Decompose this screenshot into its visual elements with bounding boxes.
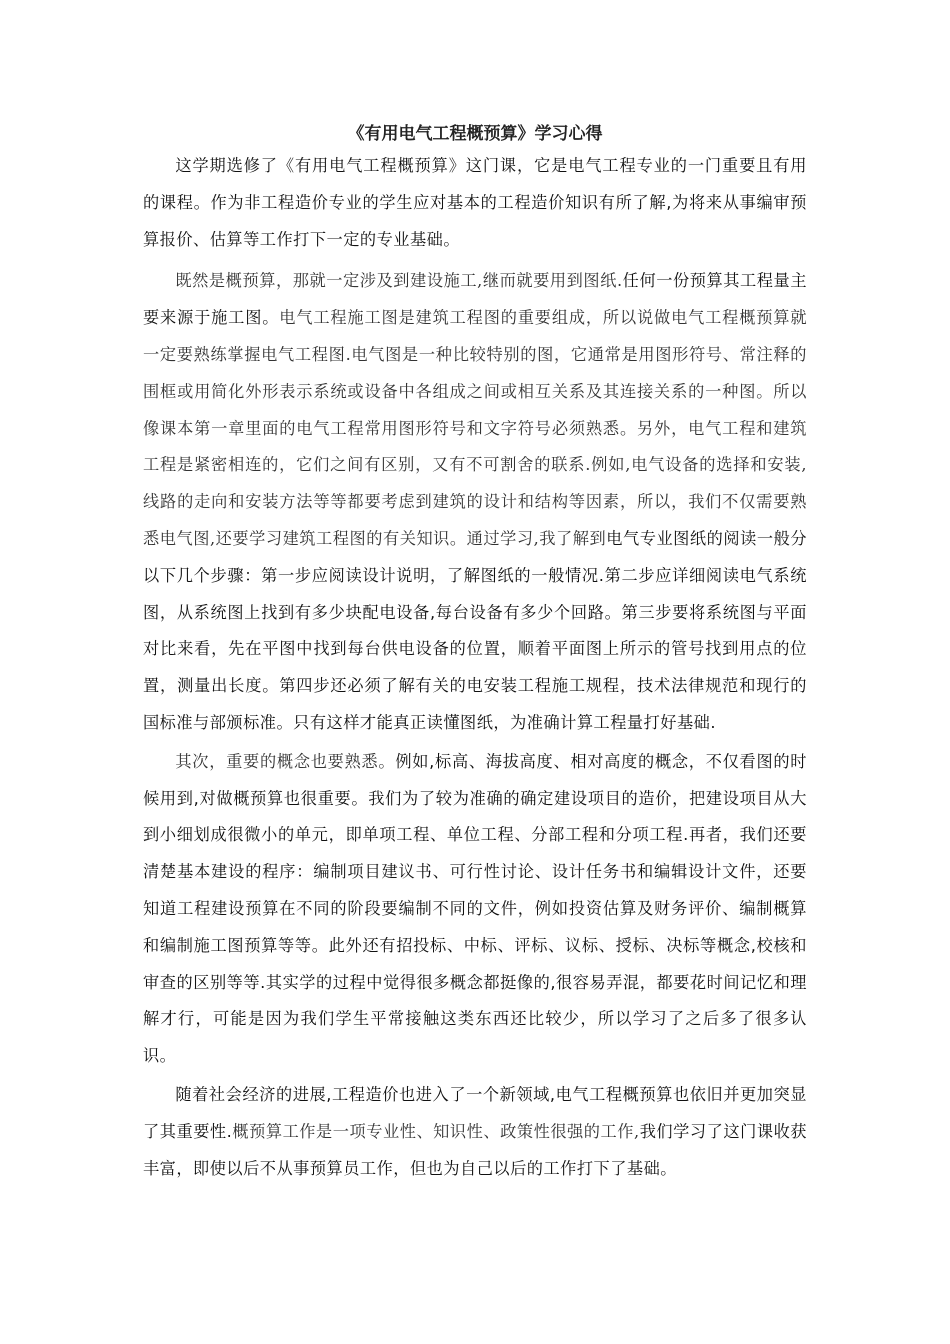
paragraph-3	[143, 744, 807, 1075]
paragraph-4-text-a: 随着社会经济的进展,工程造价也进入了一个新领域,电气工程概预算也依旧并更加突显了其重要性.	[143, 1084, 807, 1141]
paragraph-2-text-c: 电气工程施工图是建筑工程图的重要组成，所以说做电气工程概预算就一定要熟练掌握电气工程图.电气图是一种比较特别的图，它通常是用图形符号、常注释的围框或用简化外形表示系统或设备中各组成之间或相互关系及其连接关系的一种图。所以像课本第一章里面的电气工程常用图形符号和文字符号必须熟悉。另外，电气工程和建筑工程是紧密相连的，它们之间有区别，又有不可割舍的联系.例如,电气设备的选择和安装,线路的走向和安装方法等等都要考虑到建筑的设计和结构等因素，所以，我们不仅需要熟悉电气图,还要学习建筑工程图的有关知识。通过学习,我了解到	[143, 308, 808, 548]
paragraph-2-text-b: 任何一份预算其工程量主要来源于施工图。	[143, 271, 808, 328]
paragraph-2-text-d: 电气专业图纸的阅读一般分以下几个步骤：第一步应阅读设计说明，了解图纸的一般情况.第二步应详细阅读电气系统图，从系统图上找到有多少块配电设备,每台设备有多少个回路。第三步要将系统图与平面对比来看，先在平图中找到每台供电设备的位置，顺着平面图上所示的管号找到用点的位置，测量出长度。第四步还必须了解有关的电安装工程施工规程，技术法律规范和现行的国标准与部颁标准。只有这样才能真正读懂图纸，为准确计算工程量打好基础.	[143, 528, 808, 732]
paragraph-2	[143, 263, 807, 741]
paragraph-4-text-b: 概预算工作是一项专业性、知识性、政策性很强的工作,	[232, 1121, 640, 1141]
document-title: 《有用电气工程概预算》学习心得	[347, 124, 603, 144]
document-page	[143, 120, 807, 1187]
paragraph-4	[143, 1077, 807, 1187]
paragraph-3-text-a: 其次，重要的概念也要熟悉。	[175, 751, 396, 771]
paragraph-1	[143, 148, 807, 258]
paragraph-4-text-c: 我们学习了这门课收获丰富，即使以后不从事预算员工作，但也为自己以后的工作打下了基础。	[143, 1121, 807, 1178]
paragraph-2-text-a: 既然是概预算，那就一定涉及到建设施工,继而就要用到图纸.	[175, 271, 623, 291]
paragraph-1-text: 这学期选修了《有用电气工程概预算》这门课，它是电气工程专业的一门重要且有用的课程。作为非工程造价专业的学生应对基本的工程造价知识有所了解,为将来从事编审预算报价、估算等工作打下一定的专业基础。	[143, 156, 807, 249]
paragraph-3-text-b: 例如,标高、海拔高度、相对高度的概念，不仅看图的时候用到,对做概预算也很重要。我们为了较为准确的确定建设项目的造价，把建设项目从大到小细划成很微小的单元，即单项工程、单位工程、分部工程和分项工程.再者，我们还要清楚基本建设的程序：编制项目建议书、可行性讨论、设计任务书和编辑设计文件，还要知道工程建设预算在不同的阶段要编制不同的文件，例如投资估算及财务评价、编制概算和编制施工图预算等等。此外还有招投标、中标、评标、议标、授标、决标等概念,校核和审查的区别等等.其实学的过程中觉得很多概念都挺像的,很容易弄混，都要花时间记忆和理解才行，可能是因为我们学生平常接触这类东西还比较少，所以学习了之后多了很多认识。	[143, 751, 807, 1066]
